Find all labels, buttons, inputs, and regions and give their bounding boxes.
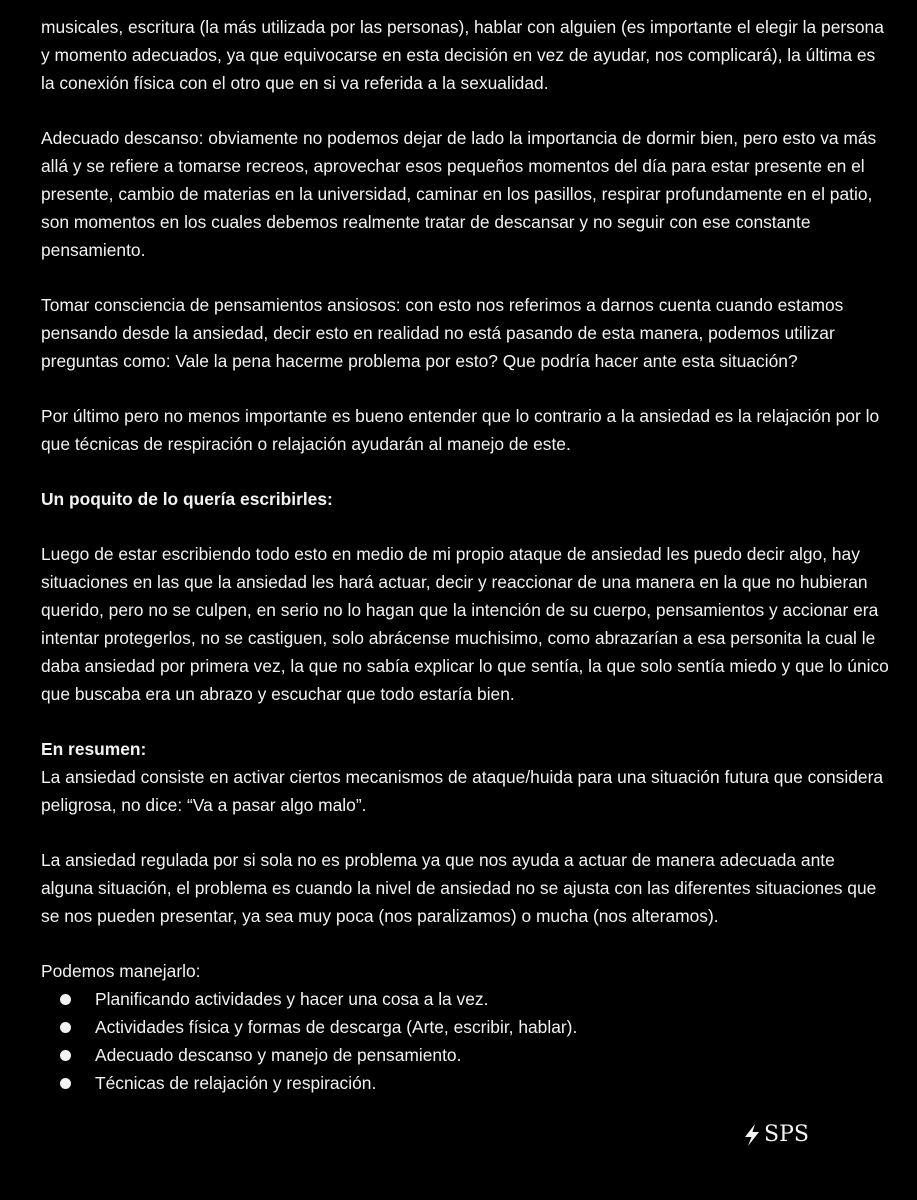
paragraph-anxious-thoughts: Tomar consciencia de pensamientos ansiosos: con esto nos referimos a darnos cuenta cuando estamos pensando desde la ansiedad, decir esto en realidad no está pasando de esta manera, podemos utilizar preguntas como: Vale la pena hacerme problema por esto? Que podría hacer ante esta situación? bbox=[41, 295, 844, 371]
signature-text: SPS bbox=[764, 1122, 809, 1147]
signature-logo bbox=[742, 1121, 809, 1149]
bullet-icon bbox=[60, 994, 71, 1005]
paragraph-regulation: La ansiedad regulada por si sola no es problema ya que nos ayuda a actuar de manera adecuada ante alguna situación, el problema es cuando la nivel de ansiedad no se ajusta con las diferentes situaciones que se nos pueden presentar, ya sea muy poca (nos paralizamos) o mucha (nos alteramos). bbox=[41, 850, 877, 926]
paragraph-relaxation: Por último pero no menos importante es bueno entender que lo contrario a la ansiedad es la relajación por lo que técnicas de respiración o relajación ayudarán al manejo de este. bbox=[41, 406, 880, 454]
lightning-bolt-icon bbox=[742, 1123, 762, 1147]
management-list bbox=[41, 985, 891, 1097]
list-item: Planificando actividades y hacer una cosa a la vez. bbox=[41, 985, 891, 1013]
paragraph-personal-note: Luego de estar escribiendo todo esto en medio de mi propio ataque de ansiedad les puedo decir algo, hay situaciones en las que la ansiedad les hará actuar, decir y reaccionar de una manera en la que no hubieran querido, pero no se culpen, en serio no lo hagan que la intención de su cuerpo, pensamientos y accionar era intentar protegerlos, no se castiguen, solo abrácense muchisimo, como abrazarían a esa personita la cual le daba ansiedad por primera vez, la que no sabía explicar lo que sentía, la que solo sentía miedo y que lo único que buscaba era un abrazo y escuchar que todo estaría bien. bbox=[41, 544, 889, 704]
list-item: Técnicas de relajación y respiración. bbox=[41, 1069, 891, 1097]
heading-summary: En resumen: bbox=[41, 739, 147, 759]
document-body bbox=[41, 13, 891, 1097]
heading-personal-note: Un poquito de lo quería escribirles: bbox=[41, 489, 333, 509]
paragraph-summary: La ansiedad consiste en activar ciertos mecanismos de ataque/huida para una situación futura que considera peligrosa, no dice: “Va a pasar algo malo”. bbox=[41, 767, 884, 815]
bullet-icon bbox=[60, 1022, 71, 1033]
bullet-icon bbox=[60, 1050, 71, 1061]
bullet-icon bbox=[60, 1078, 71, 1089]
paragraph-communication: musicales, escritura (la más utilizada por las personas), hablar con alguien (es importante el elegir la persona y momento adecuados, ya que equivocarse en esta decisión en vez de ayudar, nos complicará), la última es la conexión física con el otro que en si va referida a la sexualidad. bbox=[41, 17, 884, 93]
paragraph-rest: Adecuado descanso: obviamente no podemos dejar de lado la importancia de dormir bien, pero esto va más allá y se refiere a tomarse recreos, aprovechar esos pequeños momentos del día para estar presente en el presente, cambio de materias en la universidad, caminar en los pasillos, respirar profundamente en el patio, son momentos en los cuales debemos realmente tratar de descansar y no seguir con ese constante pensamiento. bbox=[41, 128, 877, 260]
list-item: Adecuado descanso y manejo de pensamiento. bbox=[41, 1041, 891, 1069]
list-item: Actividades física y formas de descarga (Arte, escribir, hablar). bbox=[41, 1013, 891, 1041]
list-intro: Podemos manejarlo: bbox=[41, 961, 201, 981]
